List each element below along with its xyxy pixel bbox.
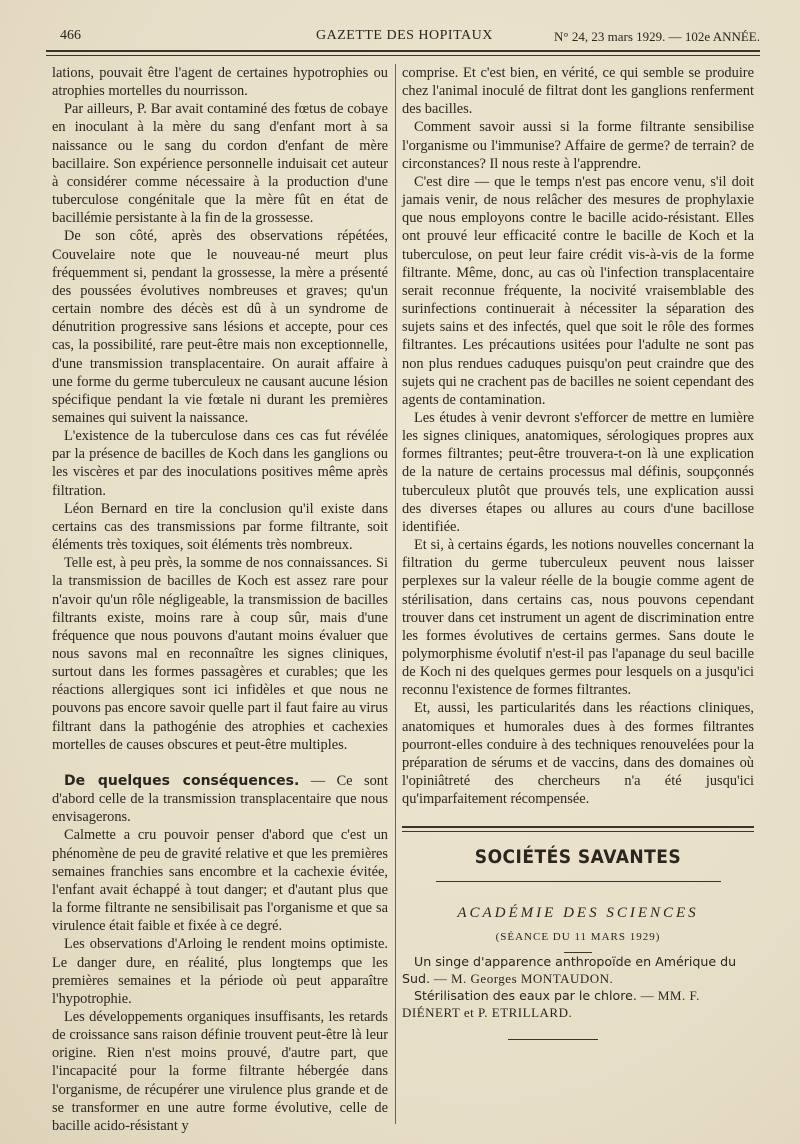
issue-info: N° 24, 23 mars 1929. — 102e ANNÉE. <box>554 29 760 44</box>
paragraph: C'est dire — que le temps n'est pas encore venu, s'il doit jamais venir, de nous relâcher des mesures de prophylaxie que nous employons contre le bacille acido-résistant. Elles ont prouvé leur efficacité contre le bacille de Koch et la tuberculose, on peut leur faire crédit vis-à-vis de la forme filtrante. Même, donc, au cas où l'infection transplacentaire serait reconnue fréquente, la nocivité vraisemblable des surinfections continuerait à nécessiter la séparation des sujets sains et des infectés, quel que soit le rôle des formes filtrantes. Les précautions usitées pour l'adulte ne sont pas non plus rendues caduques puisqu'on peut craindre que des sujets qui ne crachent pas de bacilles ne soient cependant des agents de contamination. <box>402 173 754 408</box>
report-entry <box>402 953 754 987</box>
section-end-rule-thin <box>402 831 754 832</box>
session-date: (SÉANCE DU 11 MARS 1929) <box>495 930 661 943</box>
paragraph: Les développements organiques insuffisants, les retards de croissance sans raison définie trouvent peut-être là leur origine. Rien n'est moins prouvé, d'autre part, que l'incapacité pour la forme filtrante hébergée dans l'organisme, de récupérer une virulence plus grande et de se transformer en une autre forme évolutive, celle de bacille acido-résistant y <box>52 1008 388 1134</box>
paragraph: Et si, à certains égards, les notions nouvelles concernant la filtration du germe tuberculeux peuvent nous laisser perplexes sur la valeur réelle de la bougie comme agent de stérilisation, dans certains cas, nous pouvons cependant trouver dans cet instrument un agent de discrimination entre les formes évolutives de certains germes. Sans doute le polymorphisme évolutif n'est-il pas l'apanage du seul bacille de Koch ni des quelques germes pour lesquels on a jusqu'ici reconnu l'existence de formes filtrantes. <box>402 537 754 699</box>
paragraph: L'existence de la tuberculose dans ces cas fut révélée par la présence de bacilles de Koch dans les ganglions ou les viscères et par des inoculations positives même après filtration. <box>52 428 388 499</box>
societies-heading: SOCIÉTÉS SAVANTES <box>474 846 682 869</box>
journal-title: GAZETTE DES HOPITAUX <box>316 28 493 43</box>
section-paragraph <box>52 772 388 826</box>
paragraph: Par ailleurs, P. Bar avait contaminé des fœtus de cobaye en inoculant à la mère du sang d'enfant mort à sa naissance ou le sang du cordon d'enfant de mère bacillaire. Son expérience personnelle induisait cet auteur à considérer comme nécessaire à la production d'une tuberculose congénitale que la mère fût en état de bacillémie persistante à la fin de la grossesse. <box>52 101 388 227</box>
paragraph: Et, aussi, les particularités dans les réactions cliniques, anatomiques et humorales dues à des formes filtrantes pourront-elles conduire à des techniques renouvelées pour la préparation de sérums et de vaccins, dans des domaines où l'opiniâtreté des chercheurs n'a été jusqu'ici qu'imparfaitement récompensée. <box>402 700 754 808</box>
tail-rule <box>508 1039 598 1040</box>
paragraph: Comment savoir aussi si la forme filtrante sensibilise l'organisme ou l'immunise? Affaire de germe? de terrain? de circonstances? Il nous reste à l'apprendre. <box>402 119 754 172</box>
column-divider <box>395 64 396 1124</box>
entry-author: — M. Georges MONTAUDON. <box>429 970 614 986</box>
academy-title: ACADÉMIE DES SCIENCES <box>457 904 699 921</box>
societies-rule <box>436 881 721 882</box>
paragraph: comprise. Et c'est bien, en vérité, ce qui semble se produire chez l'animal inoculé de filtrat dont les ganglions renferment des bacilles. <box>402 65 754 118</box>
entry-title: Stérilisation des eaux par le chlore. <box>414 987 637 1003</box>
running-header <box>46 26 760 48</box>
paragraph: Léon Bernard en tire la conclusion qu'il existe dans certains cas des transmissions par forme filtrante, soit éléments très toxiques, soit éléments très nombreux. <box>52 500 388 554</box>
entry-title: Un singe d'apparence anthropoïde en Amérique du Sud. <box>402 953 737 986</box>
right-column <box>402 64 754 1040</box>
header-rule-thin <box>46 55 760 56</box>
section-title: De quelques conséquences. <box>64 772 300 789</box>
paragraph: Calmette a cru pouvoir penser d'abord que c'est un phénomène de peu de gravité relative et que les premières semaines franchies sans encombre et la cachexie évitée, l'enfant avait échappé à tout danger; et d'autant plus que la forme filtrante ne sensibilisait pas l'organisme et que sa virulence était faible et fixée à ce degré. <box>52 827 388 935</box>
page-number: 466 <box>60 28 81 43</box>
paragraph: lations, pouvait être l'agent de certaines hypotrophies ou atrophies mortelles du nourrisson. <box>52 65 388 100</box>
header-rule <box>46 50 760 52</box>
section-end-rule <box>402 826 754 828</box>
report-entry <box>402 987 754 1021</box>
section-text: — Ce sont d'abord celle de la transmission transplacentaire que nous envisagerons. <box>52 772 388 826</box>
entry-author: — MM. F. DIÉNERT et P. ETRILLARD. <box>402 987 700 1020</box>
paragraph: De son côté, après des observations répétées, Couvelaire note que le nouveau-né meurt plus fréquemment si, pendant la grossesse, la mère a présenté des poussées évolutives nombreuses et graves; qu'un certain nombre des décès est dû à un syndrome de dénutrition progressive sans lésions et accepte, pour ces cas, la possibilité, rare peut-être mais non exceptionnelle, d'une transmission transplacentaire. On aurait affaire à une forme du germe tuberculeux ne causant aucune lésion spécifique pendant la vie fœtale ni durant les premières semaines qui suivent la naissance. <box>52 228 388 426</box>
paragraph: Telle est, à peu près, la somme de nos connaissances. Si la transmission de bacilles de Koch est assez rare pour n'avoir qu'un rôle négligeable, la transmission de bacilles filtrants existe, moins rare à coup sûr, mais d'une fréquence que nous pouvons d'autant moins évaluer que nous savons mal en reconnaître les signes cliniques, surtout dans les formes passagères et curables; que les réactions allergiques sont ici infidèles et que nous ne pouvons pas encore savoir quelle part il faut faire au virus filtrant dans la pathogénie des atrophies et cachexies mortelles de causes obscures et peut-être multiples. <box>52 555 388 753</box>
paragraph: Les observations d'Arloing le rendent moins optimiste. Le danger dure, en réalité, plus longtemps que les premières semaines et la période où peut apparaître l'hypotrophie. <box>52 936 388 1007</box>
left-column <box>52 64 388 1135</box>
paragraph: Les études à venir devront s'efforcer de mettre en lumière les signes cliniques, anatomiques, sérologiques propres aux formes filtrantes; peut-être trouvera-t-on là une explication de la nature de certains processus mal définis, soupçonnés tuberculeux plutôt que prouvés tels, une explication aussi des diverses étapes ou allures au cours d'une bacillose identifiée. <box>402 409 754 535</box>
